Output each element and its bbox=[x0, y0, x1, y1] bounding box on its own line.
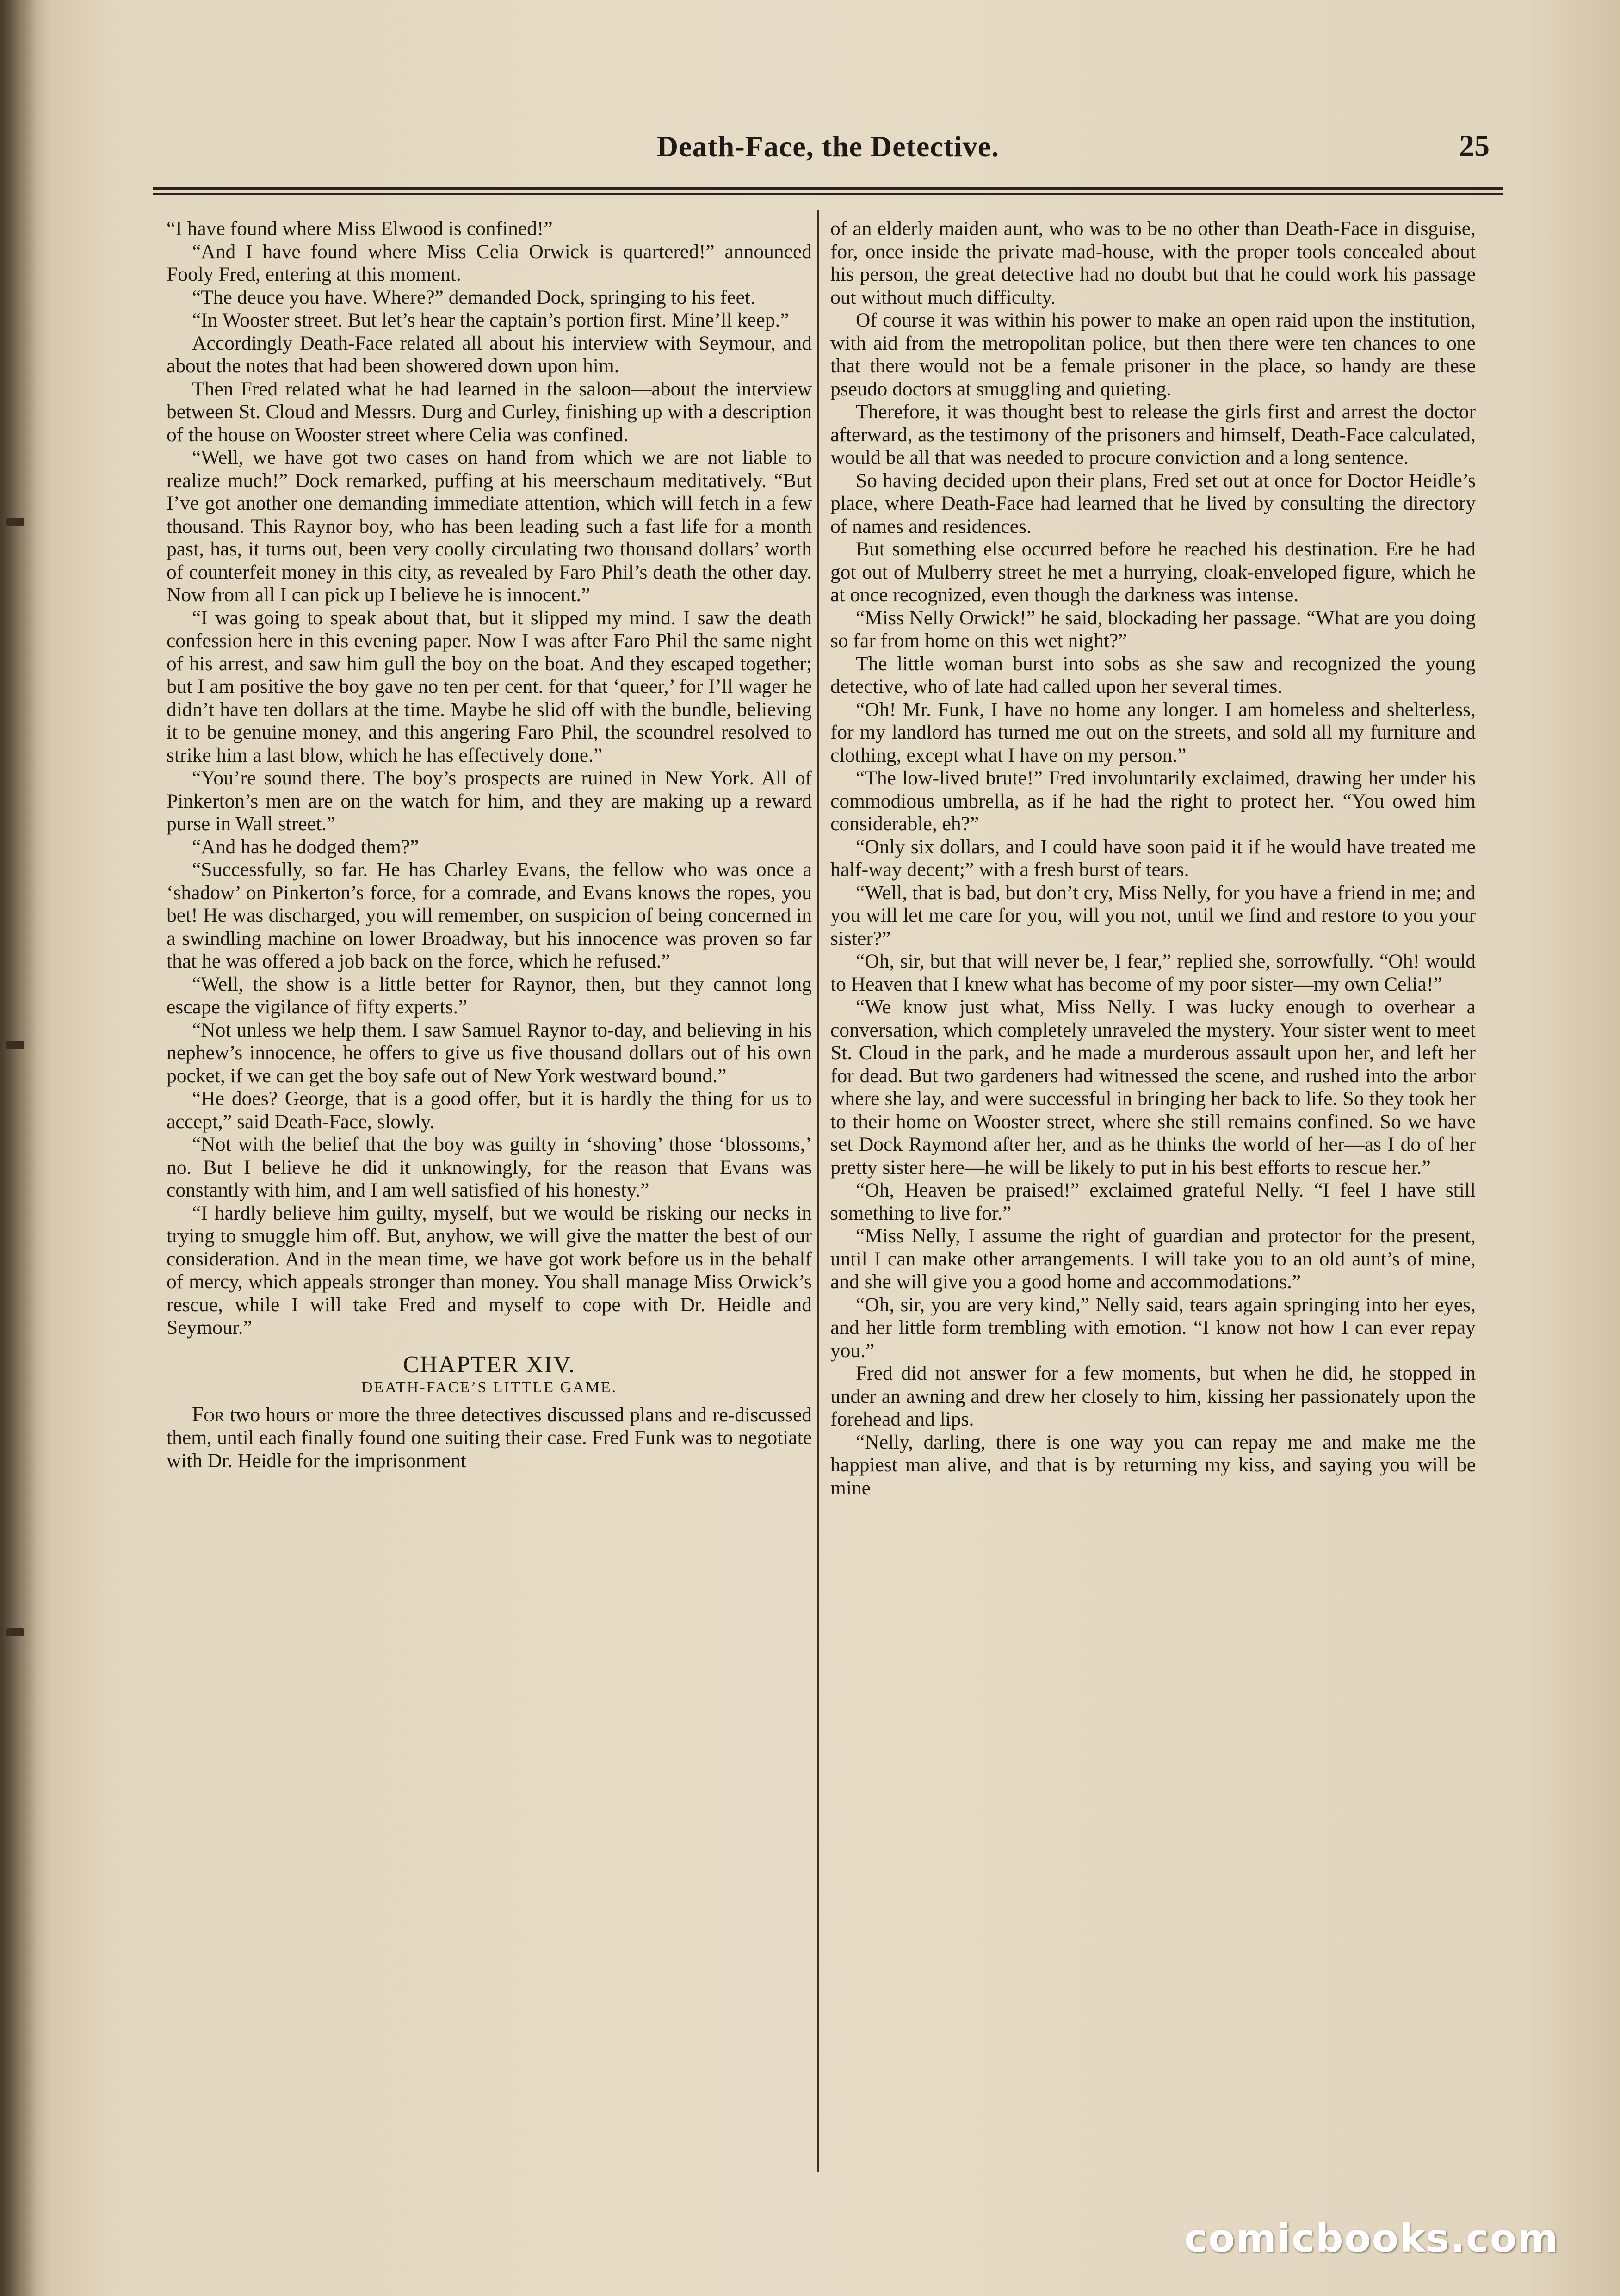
paragraph: So having decided upon their plans, Fred set out at once for Doctor Heidle’s place, where Death-Face had learned that he lived by consulting the directory of names and residences. bbox=[830, 469, 1476, 537]
paragraph: “I have found where Miss Elwood is confined!” bbox=[167, 217, 553, 240]
paragraph: “I was going to speak about that, but it slipped my mind. I saw the death confession here in this evening paper. Now I was after Faro Phil the same night of his arrest, and saw him gull the boy on the boat. And they escaped together; but I am positive the boy gave no ten per cent. for that ‘queer,’ for I’ll wager he didn’t have ten dollars at the time. Maybe he slid off with the bundle, believing it to be genuine money, and this angering Faro Phil, the scoundrel resolved to strike him a last blow, which he has effectively done.” bbox=[167, 606, 812, 766]
paragraph: “And I have found where Miss Celia Orwick is quartered!” announced Fooly Fred, entering at this moment. bbox=[167, 240, 812, 285]
column-divider bbox=[817, 210, 819, 2172]
paragraph: “Not unless we help them. I saw Samuel Raynor to-day, and believing in his nephew’s innocence, he offers to give us five thousand dollars out of his own pocket, if we can get the boy safe out of New York westward bound.” bbox=[167, 1018, 812, 1087]
header-rule-thin bbox=[153, 193, 1503, 195]
paragraph: “We know just what, Miss Nelly. I was lucky enough to overhear a conversation, which completely unraveled the mystery. Your sister went to meet St. Cloud in the park, and he made a murderous assault upon her, and left her for dead. But two gardeners had witnessed the scene, and rushed into the arbor where she lay, and were successful in bringing her back to life. So they took her to their home on Wooster street, where she still remains confined. So we have set Dock Raymond after her, and as he thinks the world of her—as I do of her pretty sister here—he will be likely to put in his best efforts to rescue her.” bbox=[830, 996, 1476, 1179]
running-title: Death-Face, the Detective. bbox=[656, 130, 1000, 163]
paragraph: “Oh, Heaven be praised!” exclaimed grateful Nelly. “I feel I have still something to live for.” bbox=[830, 1179, 1476, 1224]
binding-gutter bbox=[0, 0, 37, 2296]
page-number: 25 bbox=[1459, 129, 1490, 163]
chapter-title: CHAPTER XIV. bbox=[403, 1351, 575, 1378]
paragraph: “Oh, sir, but that will never be, I fear,” replied she, sorrowfully. “Oh! would to Heaven that I knew what has become of my poor sister—my own Celia!” bbox=[830, 950, 1476, 995]
paragraph: The little woman burst into sobs as she saw and recognized the young detective, who of late had called upon her several times. bbox=[830, 652, 1476, 697]
paragraph: “Only six dollars, and I could have soon paid it if he would have treated me half-way decent;” with a fresh burst of tears. bbox=[830, 835, 1476, 881]
running-header bbox=[153, 116, 1503, 171]
paragraph: But something else occurred before he reached his destination. Ere he had got out of Mulberry street he met a hurrying, cloak-enveloped figure, which he at once recognized, even though the darkness was intense. bbox=[830, 538, 1476, 606]
paragraph: “Oh, sir, you are very kind,” Nelly said, tears again springing into her eyes, and her little form trembling with emotion. “I know not how I can ever repay you.” bbox=[830, 1293, 1476, 1362]
paragraph: “Well, that is bad, but don’t cry, Miss Nelly, for you have a friend in me; and you will let me care for you, will you not, until we find and restore to you your sister?” bbox=[830, 881, 1476, 950]
left-column bbox=[167, 217, 812, 2160]
paragraph: “In Wooster street. But let’s hear the captain’s portion first. Mine’ll keep.” bbox=[192, 309, 789, 331]
paragraph: “Miss Nelly Orwick!” he said, blockading her passage. “What are you doing so far from home on this wet night?” bbox=[830, 606, 1476, 652]
paragraph: Therefore, it was thought best to release the girls first and arrest the doctor afterward, as the testimony of the prisoners and himself, Death-Face calculated, would be all that was needed to procure conviction and a long sentence. bbox=[830, 401, 1476, 469]
paragraph: “Well, we have got two cases on hand from which we are not liable to realize much!” Dock remarked, puffing at his meerschaum meditatively. “But I’ve got another one demanding immediate attention, which will fetch in a few thousand. This Raynor boy, who has been leading such a fast life for a month past, has, it turns out, been very coolly circulating two thousand dollars’ worth of counterfeit money in this city, as revealed by Faro Phil’s death the other day. Now from all I can pick up I believe he is innocent.” bbox=[167, 446, 812, 606]
chapter-opening-paragraph bbox=[167, 1403, 812, 1473]
paragraph: “I hardly believe him guilty, myself, but we would be risking our necks in trying to smuggle him off. But, anyhow, we will give the matter the best of our consideration. And in the mean time, we have got work before us in the behalf of mercy, which appeals stronger than money. You shall manage Miss Orwick’s rescue, while I will take Fred and myself to cope with Dr. Heidle and Seymour.” bbox=[167, 1202, 812, 1339]
paragraph: “Not with the belief that the boy was guilty in ‘shoving’ those ‘blossoms,’ no. But I believe he did it unknowingly, for the reason that Evans was constantly with him, and I am well satisfied of his honesty.” bbox=[167, 1133, 812, 1201]
staple-mark bbox=[6, 1041, 24, 1049]
paragraph: “Miss Nelly, I assume the right of guardian and protector for the present, until I can make other arrangements. I will take you to an old aunt’s of mine, and she will give you a good home and accommodations.” bbox=[830, 1225, 1476, 1293]
paragraph: Accordingly Death-Face related all about his interview with Seymour, and about the notes that had been showered down upon him. bbox=[167, 332, 812, 377]
staple-mark bbox=[6, 1628, 24, 1636]
paragraph: “Well, the show is a little better for Raynor, then, but they cannot long escape the vigilance of fifty experts.” bbox=[167, 973, 812, 1018]
staple-mark bbox=[6, 518, 24, 526]
watermark: comicbooks.com bbox=[1184, 2216, 1559, 2261]
paragraph: “And has he dodged them?” bbox=[192, 835, 419, 858]
chapter-first-word: For bbox=[192, 1402, 225, 1426]
paragraph: “Oh! Mr. Funk, I have no home any longer. I am homeless and shelterless, for my landlord has turned me out on the streets, and sold all my furniture and clothing, except what I have on my person.” bbox=[830, 698, 1476, 766]
paragraph: Then Fred related what he had learned in the saloon—about the interview between St. Cloud and Messrs. Durg and Curley, finishing up with a description of the house on Wooster street where Celia was confined. bbox=[167, 377, 812, 446]
chapter-paragraph-text: two hours or more the three detectives discussed plans and re-discussed them, until each finally found one suiting their case. Fred Funk was to negotiate with Dr. Heidle for the imprisonment bbox=[167, 1403, 812, 1472]
paragraph: Fred did not answer for a few moments, but when he did, he stopped in under an awning and drew her closely to him, kissing her passionately upon the forehead and lips. bbox=[830, 1362, 1476, 1430]
paragraph: “Successfully, so far. He has Charley Evans, the fellow who was once a ‘shadow’ on Pinkerton’s force, for a comrade, and Evans knows the ropes, you bet! He was discharged, you will remember, on suspicion of being concerned in a swindling machine on lower Broadway, but his innocence was proven so far that he was offered a job back on the force, which he refused.” bbox=[167, 858, 812, 972]
paragraph: “Nelly, darling, there is one way you can repay me and make me the happiest man alive, and that is by returning my kiss, and saying you will be mine bbox=[830, 1431, 1476, 1499]
header-rule bbox=[153, 187, 1503, 190]
chapter-subtitle: DEATH-FACE’S LITTLE GAME. bbox=[361, 1379, 618, 1396]
paragraph: “You’re sound there. The boy’s prospects are ruined in New York. All of Pinkerton’s men are on the watch for him, and they are making up a reward purse in Wall street.” bbox=[167, 767, 812, 835]
paragraph: Of course it was within his power to make an open raid upon the institution, with aid from the metropolitan police, but then there were ten chances to one that there would not be a female prisoner in the place, so handy are these pseudo doctors at smuggling and quieting. bbox=[830, 309, 1476, 400]
paragraph: “He does? George, that is a good offer, but it is hardly the thing for us to accept,” said Death-Face, slowly. bbox=[167, 1087, 812, 1133]
paragraph: of an elderly maiden aunt, who was to be no other than Death-Face in disguise, for, once inside the private mad-house, with the proper tools concealed about his person, the great detective had no doubt but that he could work his passage out without much difficulty. bbox=[830, 217, 1476, 309]
right-column bbox=[830, 217, 1476, 2160]
paragraph: “The deuce you have. Where?” demanded Dock, springing to his feet. bbox=[192, 286, 755, 309]
paragraph: “The low-lived brute!” Fred involuntarily exclaimed, drawing her under his commodious umbrella, as if he had the right to protect her. “You owed him considerable, eh?” bbox=[830, 767, 1476, 835]
